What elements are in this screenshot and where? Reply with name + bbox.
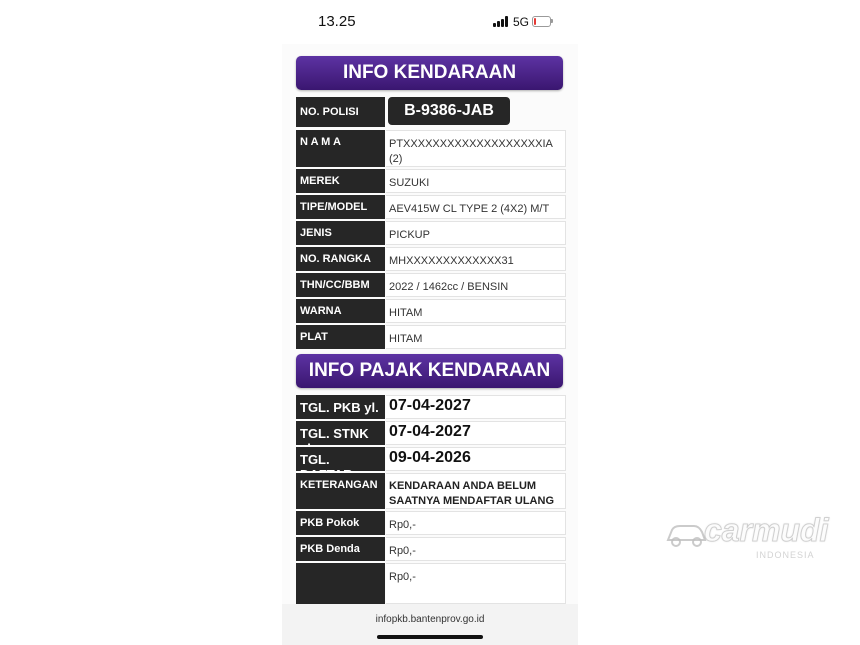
vehicle-row-value: 2022 / 1462cc / BENSIN <box>386 273 566 297</box>
vehicle-row <box>296 325 566 349</box>
status-bar <box>0 0 860 44</box>
url-text[interactable]: infopkb.bantenprov.go.id <box>375 614 485 625</box>
plate-number: B-9386-JAB <box>388 97 510 125</box>
signal-strength-icon <box>493 16 509 27</box>
vehicle-row-value: AEV415W CL TYPE 2 (4X2) M/T <box>386 195 566 219</box>
no-polisi-label: NO. POLISI <box>296 97 385 127</box>
network-type: 5G <box>513 15 530 29</box>
vehicle-row-label: NO. RANGKA <box>296 247 385 271</box>
tax-row-value: 07-04-2027 <box>386 395 566 419</box>
battery-icon <box>532 16 551 27</box>
vehicle-row-label: WARNA <box>296 299 385 323</box>
vehicle-row-label: TIPE/MODEL <box>296 195 385 219</box>
vehicle-row <box>296 273 566 297</box>
vehicle-row-value: PICKUP <box>386 221 566 245</box>
tax-row <box>296 421 566 445</box>
vehicle-row <box>296 247 566 271</box>
home-indicator[interactable] <box>377 635 483 639</box>
tax-row <box>296 511 566 535</box>
battery-tip <box>551 19 553 23</box>
carmudi-watermark <box>664 512 844 564</box>
tax-row-label: PKB Pokok <box>296 511 385 535</box>
car-outline-icon <box>664 516 708 550</box>
info-kendaraan-header: INFO KENDARAAN <box>296 56 563 90</box>
vehicle-row-label: JENIS <box>296 221 385 245</box>
tax-row <box>296 395 566 419</box>
tax-row-value: Rp0,- <box>386 563 566 604</box>
tax-row-value: Rp0,- <box>386 511 566 535</box>
tax-row-value: 09-04-2026 <box>386 447 566 471</box>
vehicle-row-value: MHXXXXXXXXXXXXX31 <box>386 247 566 271</box>
watermark-subtitle: INDONESIA <box>756 550 815 560</box>
web-page[interactable] <box>282 44 578 604</box>
vehicle-row <box>296 221 566 245</box>
tax-row-value: Rp0,- <box>386 537 566 561</box>
vehicle-row <box>296 130 566 167</box>
tax-row-label: PKB Denda <box>296 537 385 561</box>
info-pajak-header: INFO PAJAK KENDARAAN <box>296 354 563 388</box>
browser-address-bar[interactable] <box>282 604 578 645</box>
vehicle-row-label: MEREK <box>296 169 385 193</box>
tax-row <box>296 537 566 561</box>
watermark-brand: carmudi <box>704 512 829 548</box>
tax-row-label: TGL. <box>296 447 385 471</box>
tax-row-value: 07-04-2027 <box>386 421 566 445</box>
vehicle-row-value: HITAM <box>386 325 566 349</box>
tax-row-label: KETERANGAN <box>296 473 385 509</box>
vehicle-row <box>296 169 566 193</box>
vehicle-row-label: THN/CC/BBM <box>296 273 385 297</box>
vehicle-row-value: HITAM <box>386 299 566 323</box>
tax-row-value: KENDARAAN ANDA BELUM SAATNYA MENDAFTAR ULANG <box>386 473 566 509</box>
status-time: 13.25 <box>318 13 356 30</box>
tax-row <box>296 473 566 509</box>
vehicle-row-label: PLAT <box>296 325 385 349</box>
tax-row-label: TGL. STNK <box>296 421 385 445</box>
vehicle-row-value: PTXXXXXXXXXXXXXXXXXXXIA (2) <box>386 130 566 167</box>
tax-row-label: TGL. PKB yl. <box>296 395 385 419</box>
tax-row-label-bg <box>296 563 385 604</box>
vehicle-row-value: SUZUKI <box>386 169 566 193</box>
tax-row <box>296 447 566 471</box>
vehicle-row <box>296 195 566 219</box>
vehicle-row <box>296 299 566 323</box>
vehicle-row-label: N A M A <box>296 130 385 167</box>
